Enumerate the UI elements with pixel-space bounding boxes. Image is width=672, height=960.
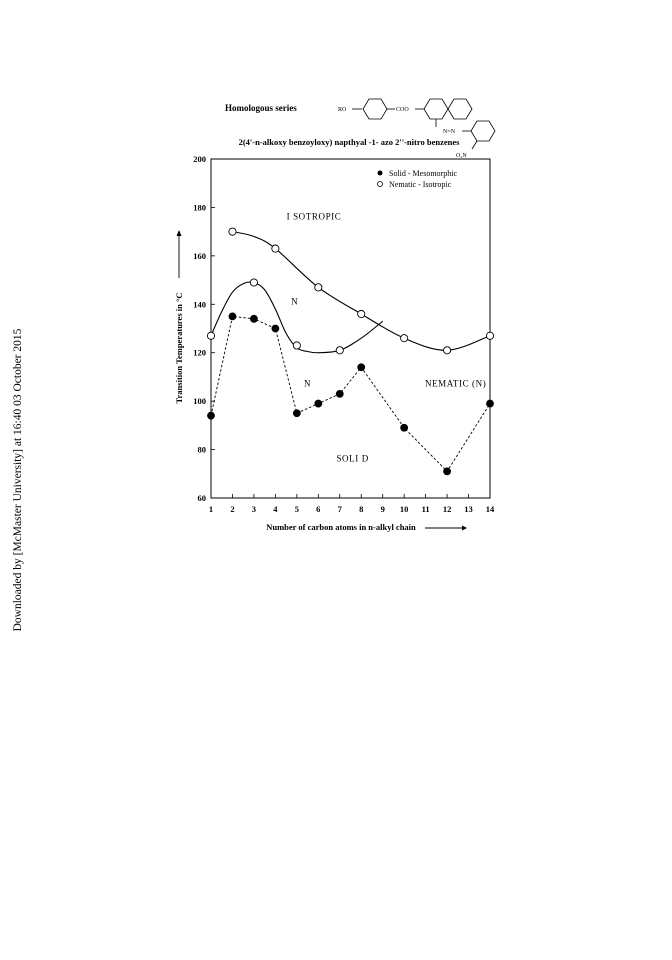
y-axis [193, 154, 215, 503]
solid-mesomorphic-point-1 [207, 412, 214, 419]
x-tick-label-10: 10 [399, 504, 409, 514]
x-tick-label-1: 1 [208, 504, 214, 514]
data-series [207, 228, 493, 475]
x-axis-arrowhead [462, 526, 467, 531]
download-watermark: Downloaded by [McMaster University] at 16:40 03 October 2015 [12, 328, 24, 632]
plot-frame [211, 159, 490, 498]
nematic-isotropic-point-14 [486, 332, 493, 339]
no2-label: O₂N [456, 153, 467, 159]
solid-mesomorphic-line [211, 316, 490, 471]
y-tick-label-140: 140 [193, 299, 206, 310]
nematic-isotropic-point-6 [315, 284, 322, 291]
coo-label: COO [396, 107, 409, 113]
chart-subtitle: 2(4'-n-alkoxy benzoyloxy) napthyal -1- azo 2''-nitro benzenes [238, 137, 460, 147]
legend-marker-solid [378, 171, 383, 176]
azo-label: N=N [443, 129, 456, 135]
series-label: Homologous series [225, 103, 297, 113]
nematic-isotropic-point-10 [401, 335, 408, 342]
legend-label-nematic: Nematic - Isotropic [389, 180, 452, 189]
x-tick-label-11: 11 [421, 504, 430, 514]
solid-mesomorphic-point-6 [315, 400, 322, 407]
phase-curves [211, 232, 490, 353]
y-axis-arrowhead [177, 230, 182, 236]
x-tick-label-12: 12 [442, 504, 452, 514]
nematic-isotropic-point-1 [207, 332, 214, 339]
x-tick-label-5: 5 [294, 504, 299, 514]
solid-mesomorphic-point-4 [272, 325, 279, 332]
nematic-isotropic-point-2 [229, 228, 236, 235]
x-tick-label-14: 14 [485, 504, 495, 514]
y-axis-label: Transition Temperatures in °C [174, 292, 184, 404]
x-tick-label-13: 13 [464, 504, 473, 514]
x-axis [209, 494, 495, 514]
naphthalene-ring-2 [448, 99, 472, 119]
phase-annotations [287, 212, 487, 464]
naphthalene-ring-1 [424, 99, 448, 119]
ro-label: RO [338, 107, 347, 113]
solid-mesomorphic-point-3 [250, 315, 257, 322]
x-tick-label-2: 2 [230, 504, 235, 514]
nematic-isotropic-point-7 [336, 347, 343, 354]
annotation-3: NEMATIC (N) [424, 378, 487, 389]
benzene-ring [363, 99, 387, 119]
solid-mesomorphic-point-10 [401, 424, 408, 431]
isotropic-curve [232, 232, 490, 351]
structure-diagram [338, 99, 495, 159]
y-tick-label-180: 180 [193, 202, 206, 213]
solid-mesomorphic-point-8 [358, 364, 365, 371]
nematic-isotropic-point-12 [443, 347, 450, 354]
y-tick-label-200: 200 [193, 154, 206, 164]
solid-mesomorphic-point-14 [486, 400, 493, 407]
nematic-isotropic-point-3 [250, 279, 257, 286]
y-tick-label-120: 120 [193, 347, 206, 358]
x-tick-label-9: 9 [380, 504, 385, 514]
legend-marker-nematic [378, 182, 383, 187]
solid-mesomorphic-point-5 [293, 410, 300, 417]
x-tick-label-6: 6 [316, 504, 321, 514]
annotation-2: N [304, 378, 312, 389]
y-tick-label-100: 100 [193, 396, 206, 407]
annotation-0: I SOTROPIC [286, 211, 342, 222]
legend-label-solid: Solid - Mesomorphic [389, 169, 457, 178]
y-tick-label-160: 160 [193, 250, 206, 261]
legend [378, 169, 458, 189]
annotation-4: SOLI D [336, 453, 369, 464]
nematic-isotropic-point-8 [358, 310, 365, 317]
x-tick-label-3: 3 [251, 504, 257, 514]
solid-mesomorphic-point-7 [336, 390, 343, 397]
x-tick-label-4: 4 [273, 504, 278, 514]
nitrobenzene-ring [471, 121, 495, 141]
annotation-1: N [291, 296, 299, 307]
nematic-isotropic-point-4 [272, 245, 279, 252]
nematic-isotropic-point-5 [293, 342, 300, 349]
solid-mesomorphic-point-2 [229, 313, 236, 320]
x-axis-label: Number of carbon atoms in n-alkyl chain [266, 522, 416, 532]
x-tick-label-7: 7 [337, 504, 342, 514]
solid-mesomorphic-point-12 [443, 468, 450, 475]
x-tick-label-8: 8 [359, 504, 364, 514]
y-tick-label-80: 80 [197, 444, 206, 455]
y-tick-label-60: 60 [197, 493, 206, 503]
